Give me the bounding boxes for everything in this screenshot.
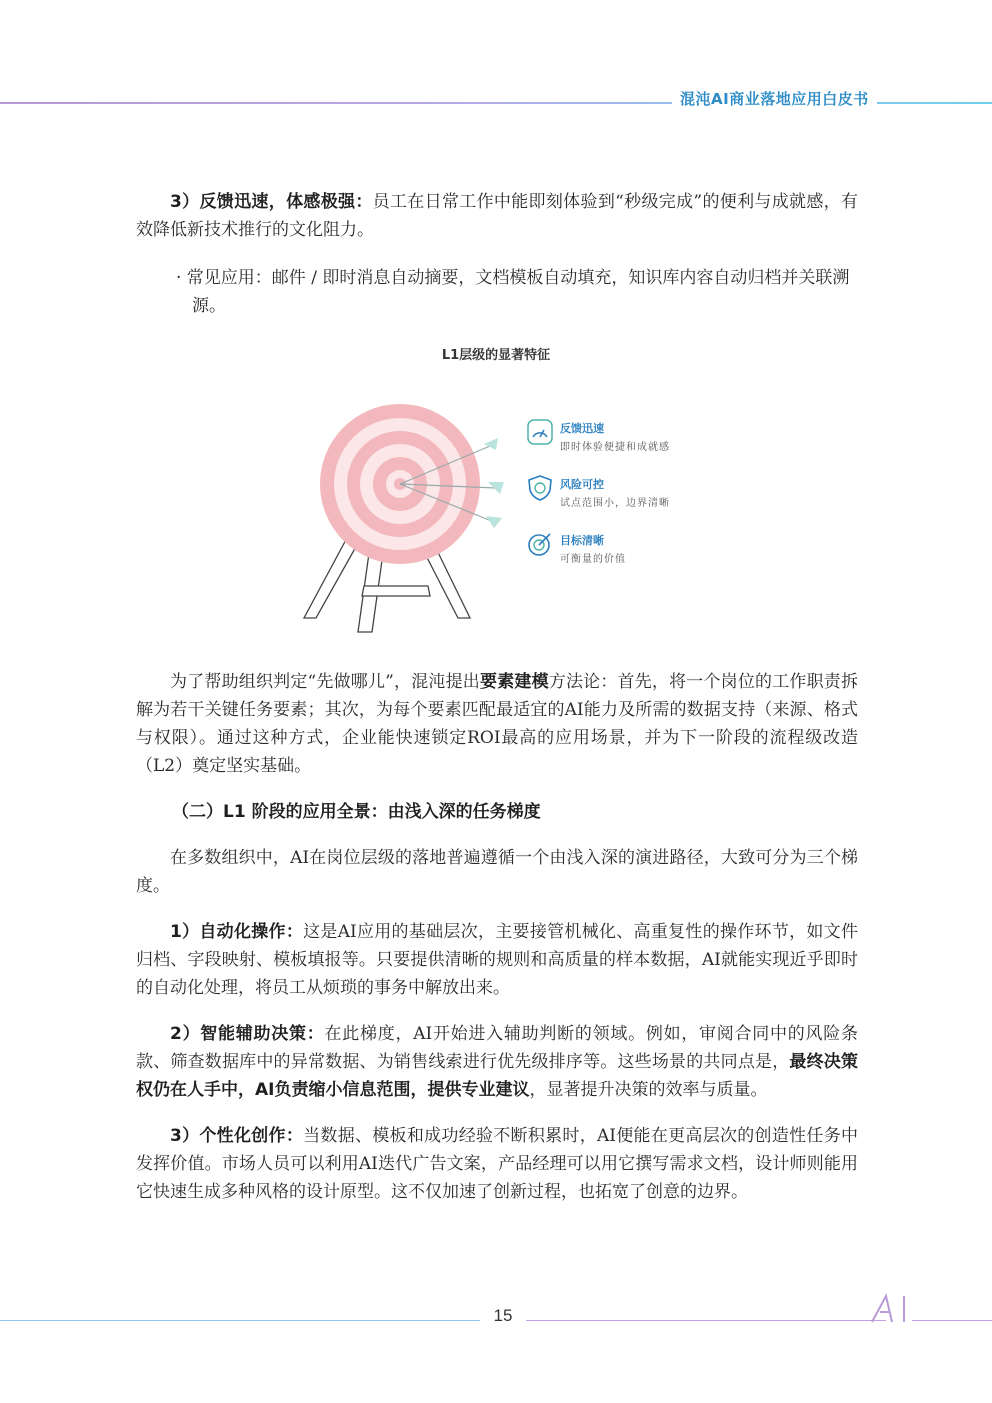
para-method-pre: 为了帮助组织判定“先做哪儿”，混沌提出 — [170, 672, 480, 692]
para-item3 — [136, 1122, 858, 1206]
footer-divider-far — [912, 1320, 992, 1321]
para-feedback-text: 员工在日常工作中能即刻体验到“秒级完成”的便利与成就感，有效降低新技术推行的文化阻力。 — [136, 192, 858, 240]
para-intro: 在多数组织中，AI在岗位层级的落地普遍遵循一个由浅入深的演进路径，大致可分为三个梯度。 — [136, 848, 858, 896]
para-item2-text: 在此梯度，AI开始进入辅助判断的领域。例如，审阅合同中的风险条款、筛查数据库中的异常数据、为销售线索进行优先级排序等。这些场景的共同点是， — [136, 1024, 858, 1072]
bullet-common-apps: · 常见应用：邮件 / 即时消息自动摘要，文档模板自动填充，知识库内容自动归档并关联溯源。 — [176, 268, 850, 316]
para-feedback-lead: 3）反馈迅速，体感极强： — [170, 192, 373, 212]
target-illustration — [300, 396, 720, 646]
para-item2 — [136, 1020, 858, 1104]
para-item1-text: 这是AI应用的基础层次，主要接管机械化、高重复性的操作环节，如文件归档、字段映射、模板填报等。只要提供清晰的规则和高质量的样本数据，AI就能实现近乎即时的自动化处理，将员工从烦琐的事务中解放出来。 — [136, 922, 858, 998]
ai-logo — [866, 1290, 926, 1330]
target-icon — [526, 530, 554, 558]
feature-feedback-title: 反馈迅速 — [560, 422, 604, 435]
shield-icon — [526, 474, 554, 502]
ai-logo-text: AI — [866, 1290, 867, 1291]
para-item3-text: 当数据、模板和成功经验不断积累时，AI便能在更高层次的创造性任务中发挥价值。市场人员可以利用AI迭代广告文案，产品经理可以用它撰写需求文档，设计师则能用它快速生成多种风格的设计原型。这不仅加速了创新过程，也拓宽了创意的边界。 — [136, 1126, 858, 1202]
para-item2-bold: 最终决策权仍在人手中，AI负责缩小信息范围，提供专业建议 — [136, 1052, 859, 1100]
para-item2-lead: 2）智能辅助决策： — [170, 1024, 325, 1044]
content-bottom — [136, 668, 858, 1206]
para-item3-lead: 3）个性化创作： — [170, 1126, 304, 1146]
footer-divider-left — [0, 1320, 480, 1321]
arrow-feathers — [484, 438, 504, 528]
speedometer-icon — [526, 418, 554, 446]
para-item1 — [136, 918, 858, 1002]
header-title: 混沌AI商业落地应用白皮书 — [672, 88, 877, 109]
para-feedback — [136, 188, 858, 244]
subheading-l1: （二）L1 阶段的应用全景：由浅入深的任务梯度 — [172, 802, 541, 822]
feature-goal-title: 目标清晰 — [560, 534, 604, 547]
content-top — [136, 188, 858, 320]
feature-risk-desc: 试点范围小，边界清晰 — [560, 498, 670, 509]
para-item1-lead: 1）自动化操作： — [170, 922, 304, 942]
feature-goal-desc: 可衡量的价值 — [560, 554, 626, 565]
para-method — [136, 668, 858, 780]
figure-caption: L1层级的显著特征 — [441, 348, 551, 363]
para-item2-post: ，显著提升决策的效率与质量。 — [529, 1080, 768, 1100]
para-method-post: 方法论：首先，将一个岗位的工作职责拆解为若干关键任务要素；其次，为每个要素匹配最适宜的AI能力及所需的数据支持（来源、格式与权限）。通过这种方式，企业能快速锁定ROI最高的应用场景，并为下一阶段的流程级改造（L2）奠定坚实基础。 — [136, 672, 858, 776]
feature-risk-title: 风险可控 — [560, 478, 604, 491]
page-number: 15 — [493, 1306, 513, 1325]
footer-divider-right — [526, 1320, 886, 1321]
feature-feedback-desc: 即时体验便捷和成就感 — [560, 442, 670, 453]
para-method-bold: 要素建模 — [480, 672, 549, 692]
